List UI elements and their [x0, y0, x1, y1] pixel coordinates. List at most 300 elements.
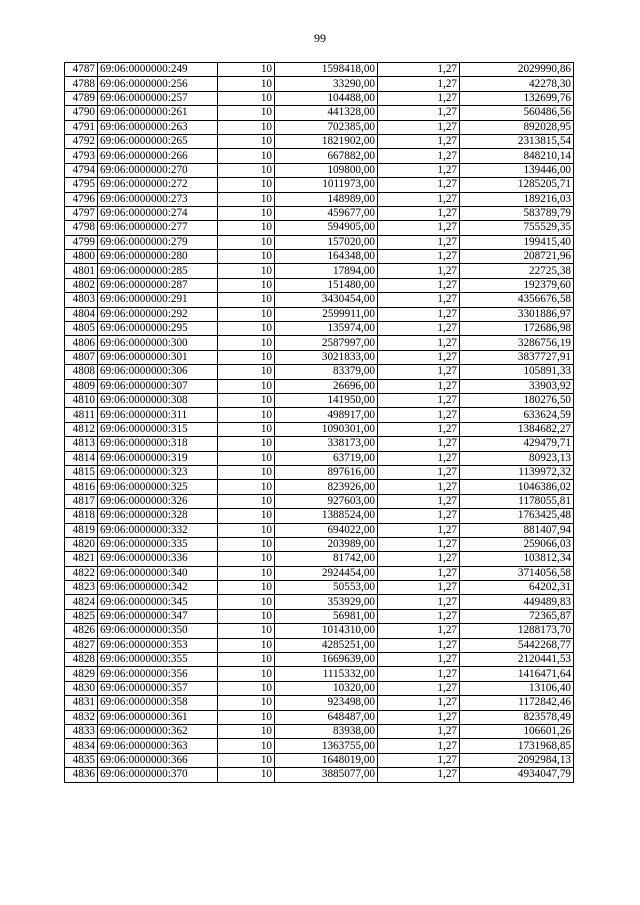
cadastral-value-cell: 823926,00 — [275, 480, 378, 494]
coefficient-cell: 1,27 — [378, 379, 460, 393]
coefficient-cell: 1,27 — [378, 624, 460, 638]
category-code-cell: 10 — [218, 206, 275, 220]
table-row — [65, 581, 574, 595]
result-value-cell: 848210,14 — [460, 149, 574, 163]
result-value-cell: 429479,71 — [460, 437, 574, 451]
row-number-cell: 4826 — [65, 624, 98, 638]
cadastral-value-cell: 498917,00 — [275, 408, 378, 422]
result-value-cell: 64202,31 — [460, 581, 574, 595]
result-value-cell: 1384682,27 — [460, 422, 574, 436]
cadastral-value-cell: 164348,00 — [275, 250, 378, 264]
row-number-cell: 4789 — [65, 91, 98, 105]
row-number-cell: 4816 — [65, 480, 98, 494]
result-value-cell: 72365,87 — [460, 609, 574, 623]
result-value-cell: 560486,56 — [460, 106, 574, 120]
table-row — [65, 724, 574, 738]
cadastral-number-cell: 69:06:0000000:265 — [98, 134, 218, 148]
cadastral-number-cell: 69:06:0000000:335 — [98, 537, 218, 551]
cadastral-value-cell: 203989,00 — [275, 537, 378, 551]
result-value-cell: 180276,50 — [460, 393, 574, 407]
category-code-cell: 10 — [218, 566, 275, 580]
cadastral-number-cell: 69:06:0000000:366 — [98, 753, 218, 767]
coefficient-cell: 1,27 — [378, 480, 460, 494]
table-row — [65, 494, 574, 508]
table-row — [65, 393, 574, 407]
row-number-cell: 4800 — [65, 250, 98, 264]
table-row — [65, 221, 574, 235]
cadastral-value-cell: 109800,00 — [275, 163, 378, 177]
row-number-cell: 4827 — [65, 638, 98, 652]
table-row — [65, 566, 574, 580]
result-value-cell: 4934047,79 — [460, 768, 574, 782]
category-code-cell: 10 — [218, 120, 275, 134]
result-value-cell: 2120441,53 — [460, 653, 574, 667]
coefficient-cell: 1,27 — [378, 307, 460, 321]
result-value-cell: 583789,79 — [460, 206, 574, 220]
cadastral-number-cell: 69:06:0000000:277 — [98, 221, 218, 235]
cadastral-value-cell: 897616,00 — [275, 465, 378, 479]
table-row — [65, 206, 574, 220]
cadastral-number-cell: 69:06:0000000:279 — [98, 235, 218, 249]
row-number-cell: 4806 — [65, 336, 98, 350]
row-number-cell: 4832 — [65, 710, 98, 724]
cadastral-number-cell: 69:06:0000000:249 — [98, 63, 218, 77]
cadastral-value-cell: 2587997,00 — [275, 336, 378, 350]
table-row — [65, 422, 574, 436]
result-value-cell: 189216,03 — [460, 192, 574, 206]
table-row — [65, 710, 574, 724]
cadastral-number-cell: 69:06:0000000:295 — [98, 322, 218, 336]
category-code-cell: 10 — [218, 509, 275, 523]
table-row — [65, 235, 574, 249]
row-number-cell: 4835 — [65, 753, 98, 767]
coefficient-cell: 1,27 — [378, 91, 460, 105]
coefficient-cell: 1,27 — [378, 134, 460, 148]
table-row — [65, 523, 574, 537]
row-number-cell: 4814 — [65, 451, 98, 465]
result-value-cell: 1763425,48 — [460, 509, 574, 523]
table-row — [65, 63, 574, 77]
cadastral-value-cell: 141950,00 — [275, 393, 378, 407]
cadastral-number-cell: 69:06:0000000:325 — [98, 480, 218, 494]
category-code-cell: 10 — [218, 91, 275, 105]
row-number-cell: 4803 — [65, 293, 98, 307]
row-number-cell: 4833 — [65, 724, 98, 738]
category-code-cell: 10 — [218, 739, 275, 753]
cadastral-value-cell: 1669639,00 — [275, 653, 378, 667]
row-number-cell: 4834 — [65, 739, 98, 753]
category-code-cell: 10 — [218, 638, 275, 652]
result-value-cell: 1178055,81 — [460, 494, 574, 508]
coefficient-cell: 1,27 — [378, 77, 460, 91]
result-value-cell: 1731968,85 — [460, 739, 574, 753]
cadastral-number-cell: 69:06:0000000:280 — [98, 250, 218, 264]
coefficient-cell: 1,27 — [378, 422, 460, 436]
cadastral-value-cell: 1090301,00 — [275, 422, 378, 436]
result-value-cell: 139446,00 — [460, 163, 574, 177]
cadastral-value-cell: 1011973,00 — [275, 178, 378, 192]
coefficient-cell: 1,27 — [378, 336, 460, 350]
result-value-cell: 2092984,13 — [460, 753, 574, 767]
coefficient-cell: 1,27 — [378, 724, 460, 738]
cadastral-number-cell: 69:06:0000000:315 — [98, 422, 218, 436]
category-code-cell: 10 — [218, 465, 275, 479]
cadastral-number-cell: 69:06:0000000:353 — [98, 638, 218, 652]
category-code-cell: 10 — [218, 696, 275, 710]
category-code-cell: 10 — [218, 393, 275, 407]
table-row — [65, 322, 574, 336]
table-row — [65, 293, 574, 307]
row-number-cell: 4836 — [65, 768, 98, 782]
row-number-cell: 4796 — [65, 192, 98, 206]
cadastral-value-cell: 10320,00 — [275, 681, 378, 695]
row-number-cell: 4809 — [65, 379, 98, 393]
coefficient-cell: 1,27 — [378, 537, 460, 551]
category-code-cell: 10 — [218, 163, 275, 177]
cadastral-number-cell: 69:06:0000000:362 — [98, 724, 218, 738]
result-value-cell: 823578,49 — [460, 710, 574, 724]
row-number-cell: 4820 — [65, 537, 98, 551]
coefficient-cell: 1,27 — [378, 192, 460, 206]
cadastral-value-table — [64, 62, 574, 783]
coefficient-cell: 1,27 — [378, 278, 460, 292]
cadastral-number-cell: 69:06:0000000:370 — [98, 768, 218, 782]
result-value-cell: 22725,38 — [460, 264, 574, 278]
result-value-cell: 42278,30 — [460, 77, 574, 91]
cadastral-value-cell: 1388524,00 — [275, 509, 378, 523]
category-code-cell: 10 — [218, 480, 275, 494]
coefficient-cell: 1,27 — [378, 149, 460, 163]
cadastral-value-cell: 2924454,00 — [275, 566, 378, 580]
cadastral-number-cell: 69:06:0000000:270 — [98, 163, 218, 177]
result-value-cell: 80923,13 — [460, 451, 574, 465]
row-number-cell: 4822 — [65, 566, 98, 580]
category-code-cell: 10 — [218, 523, 275, 537]
row-number-cell: 4813 — [65, 437, 98, 451]
result-value-cell: 1416471,64 — [460, 667, 574, 681]
cadastral-number-cell: 69:06:0000000:300 — [98, 336, 218, 350]
category-code-cell: 10 — [218, 307, 275, 321]
category-code-cell: 10 — [218, 768, 275, 782]
category-code-cell: 10 — [218, 494, 275, 508]
cadastral-number-cell: 69:06:0000000:257 — [98, 91, 218, 105]
result-value-cell: 106601,26 — [460, 724, 574, 738]
table-row — [65, 120, 574, 134]
cadastral-value-cell: 1821902,00 — [275, 134, 378, 148]
cadastral-value-cell: 56981,00 — [275, 609, 378, 623]
cadastral-number-cell: 69:06:0000000:345 — [98, 595, 218, 609]
cadastral-number-cell: 69:06:0000000:256 — [98, 77, 218, 91]
table-row — [65, 768, 574, 782]
cadastral-value-cell: 17894,00 — [275, 264, 378, 278]
cadastral-number-cell: 69:06:0000000:332 — [98, 523, 218, 537]
category-code-cell: 10 — [218, 379, 275, 393]
cadastral-number-cell: 69:06:0000000:287 — [98, 278, 218, 292]
cadastral-number-cell: 69:06:0000000:266 — [98, 149, 218, 163]
category-code-cell: 10 — [218, 537, 275, 551]
result-value-cell: 1139972,32 — [460, 465, 574, 479]
table-row — [65, 681, 574, 695]
result-value-cell: 3286756,19 — [460, 336, 574, 350]
cadastral-number-cell: 69:06:0000000:326 — [98, 494, 218, 508]
row-number-cell: 4807 — [65, 350, 98, 364]
cadastral-value-cell: 1014310,00 — [275, 624, 378, 638]
table-row — [65, 250, 574, 264]
category-code-cell: 10 — [218, 681, 275, 695]
cadastral-value-cell: 81742,00 — [275, 552, 378, 566]
table-row — [65, 667, 574, 681]
table-row — [65, 307, 574, 321]
row-number-cell: 4819 — [65, 523, 98, 537]
table-row — [65, 77, 574, 91]
category-code-cell: 10 — [218, 77, 275, 91]
row-number-cell: 4799 — [65, 235, 98, 249]
result-value-cell: 132699,76 — [460, 91, 574, 105]
cadastral-number-cell: 69:06:0000000:274 — [98, 206, 218, 220]
row-number-cell: 4831 — [65, 696, 98, 710]
coefficient-cell: 1,27 — [378, 494, 460, 508]
coefficient-cell: 1,27 — [378, 221, 460, 235]
coefficient-cell: 1,27 — [378, 696, 460, 710]
cadastral-number-cell: 69:06:0000000:361 — [98, 710, 218, 724]
table-row — [65, 264, 574, 278]
row-number-cell: 4828 — [65, 653, 98, 667]
table-row — [65, 537, 574, 551]
cadastral-value-cell: 927603,00 — [275, 494, 378, 508]
cadastral-number-cell: 69:06:0000000:272 — [98, 178, 218, 192]
table-row — [65, 408, 574, 422]
cadastral-number-cell: 69:06:0000000:340 — [98, 566, 218, 580]
category-code-cell: 10 — [218, 221, 275, 235]
coefficient-cell: 1,27 — [378, 523, 460, 537]
result-value-cell: 208721,96 — [460, 250, 574, 264]
coefficient-cell: 1,27 — [378, 681, 460, 695]
cadastral-value-cell: 2599911,00 — [275, 307, 378, 321]
result-value-cell: 3714056,58 — [460, 566, 574, 580]
table-row — [65, 753, 574, 767]
cadastral-number-cell: 69:06:0000000:323 — [98, 465, 218, 479]
table-row — [65, 451, 574, 465]
cadastral-number-cell: 69:06:0000000:342 — [98, 581, 218, 595]
category-code-cell: 10 — [218, 149, 275, 163]
cadastral-value-cell: 135974,00 — [275, 322, 378, 336]
coefficient-cell: 1,27 — [378, 451, 460, 465]
coefficient-cell: 1,27 — [378, 250, 460, 264]
category-code-cell: 10 — [218, 336, 275, 350]
category-code-cell: 10 — [218, 408, 275, 422]
cadastral-value-cell: 33290,00 — [275, 77, 378, 91]
coefficient-cell: 1,27 — [378, 206, 460, 220]
result-value-cell: 633624,59 — [460, 408, 574, 422]
cadastral-value-cell: 83379,00 — [275, 365, 378, 379]
result-value-cell: 105891,33 — [460, 365, 574, 379]
cadastral-value-cell: 3885077,00 — [275, 768, 378, 782]
table-row — [65, 437, 574, 451]
coefficient-cell: 1,27 — [378, 609, 460, 623]
table-row — [65, 365, 574, 379]
result-value-cell: 892028,95 — [460, 120, 574, 134]
cadastral-number-cell: 69:06:0000000:308 — [98, 393, 218, 407]
category-code-cell: 10 — [218, 106, 275, 120]
row-number-cell: 4812 — [65, 422, 98, 436]
category-code-cell: 10 — [218, 422, 275, 436]
row-number-cell: 4792 — [65, 134, 98, 148]
coefficient-cell: 1,27 — [378, 509, 460, 523]
cadastral-number-cell: 69:06:0000000:318 — [98, 437, 218, 451]
category-code-cell: 10 — [218, 250, 275, 264]
cadastral-number-cell: 69:06:0000000:292 — [98, 307, 218, 321]
cadastral-number-cell: 69:06:0000000:291 — [98, 293, 218, 307]
row-number-cell: 4787 — [65, 63, 98, 77]
row-number-cell: 4804 — [65, 307, 98, 321]
coefficient-cell: 1,27 — [378, 106, 460, 120]
cadastral-number-cell: 69:06:0000000:307 — [98, 379, 218, 393]
row-number-cell: 4823 — [65, 581, 98, 595]
cadastral-value-cell: 923498,00 — [275, 696, 378, 710]
table-row — [65, 178, 574, 192]
category-code-cell: 10 — [218, 63, 275, 77]
cadastral-value-cell: 459677,00 — [275, 206, 378, 220]
category-code-cell: 10 — [218, 581, 275, 595]
category-code-cell: 10 — [218, 134, 275, 148]
category-code-cell: 10 — [218, 278, 275, 292]
row-number-cell: 4797 — [65, 206, 98, 220]
coefficient-cell: 1,27 — [378, 552, 460, 566]
table-row — [65, 624, 574, 638]
category-code-cell: 10 — [218, 667, 275, 681]
table-row — [65, 163, 574, 177]
table-row — [65, 480, 574, 494]
cadastral-number-cell: 69:06:0000000:301 — [98, 350, 218, 364]
category-code-cell: 10 — [218, 178, 275, 192]
cadastral-number-cell: 69:06:0000000:336 — [98, 552, 218, 566]
row-number-cell: 4790 — [65, 106, 98, 120]
category-code-cell: 10 — [218, 350, 275, 364]
cadastral-value-cell: 648487,00 — [275, 710, 378, 724]
row-number-cell: 4798 — [65, 221, 98, 235]
cadastral-value-cell: 694022,00 — [275, 523, 378, 537]
row-number-cell: 4825 — [65, 609, 98, 623]
cadastral-number-cell: 69:06:0000000:355 — [98, 653, 218, 667]
row-number-cell: 4805 — [65, 322, 98, 336]
coefficient-cell: 1,27 — [378, 465, 460, 479]
result-value-cell: 2029990,86 — [460, 63, 574, 77]
cadastral-value-cell: 104488,00 — [275, 91, 378, 105]
coefficient-cell: 1,27 — [378, 768, 460, 782]
row-number-cell: 4801 — [65, 264, 98, 278]
cadastral-number-cell: 69:06:0000000:285 — [98, 264, 218, 278]
category-code-cell: 10 — [218, 264, 275, 278]
cadastral-number-cell: 69:06:0000000:363 — [98, 739, 218, 753]
cadastral-value-cell: 441328,00 — [275, 106, 378, 120]
category-code-cell: 10 — [218, 609, 275, 623]
result-value-cell: 259066,03 — [460, 537, 574, 551]
result-value-cell: 172686,98 — [460, 322, 574, 336]
coefficient-cell: 1,27 — [378, 120, 460, 134]
coefficient-cell: 1,27 — [378, 710, 460, 724]
category-code-cell: 10 — [218, 724, 275, 738]
result-value-cell: 33903,92 — [460, 379, 574, 393]
cadastral-number-cell: 69:06:0000000:347 — [98, 609, 218, 623]
coefficient-cell: 1,27 — [378, 293, 460, 307]
coefficient-cell: 1,27 — [378, 408, 460, 422]
row-number-cell: 4824 — [65, 595, 98, 609]
cadastral-number-cell: 69:06:0000000:356 — [98, 667, 218, 681]
category-code-cell: 10 — [218, 192, 275, 206]
row-number-cell: 4821 — [65, 552, 98, 566]
row-number-cell: 4818 — [65, 509, 98, 523]
row-number-cell: 4802 — [65, 278, 98, 292]
row-number-cell: 4808 — [65, 365, 98, 379]
result-value-cell: 1285205,71 — [460, 178, 574, 192]
table-row — [65, 653, 574, 667]
table-row — [65, 465, 574, 479]
row-number-cell: 4815 — [65, 465, 98, 479]
table-row — [65, 134, 574, 148]
cadastral-number-cell: 69:06:0000000:328 — [98, 509, 218, 523]
cadastral-value-cell: 667882,00 — [275, 149, 378, 163]
row-number-cell: 4795 — [65, 178, 98, 192]
result-value-cell: 449489,83 — [460, 595, 574, 609]
coefficient-cell: 1,27 — [378, 264, 460, 278]
table-row — [65, 696, 574, 710]
cadastral-value-cell: 1648019,00 — [275, 753, 378, 767]
cadastral-value-cell: 594905,00 — [275, 221, 378, 235]
result-value-cell: 2313815,54 — [460, 134, 574, 148]
coefficient-cell: 1,27 — [378, 595, 460, 609]
cadastral-value-cell: 353929,00 — [275, 595, 378, 609]
coefficient-cell: 1,27 — [378, 739, 460, 753]
coefficient-cell: 1,27 — [378, 393, 460, 407]
coefficient-cell: 1,27 — [378, 638, 460, 652]
table-row — [65, 638, 574, 652]
coefficient-cell: 1,27 — [378, 753, 460, 767]
coefficient-cell: 1,27 — [378, 653, 460, 667]
table-row — [65, 91, 574, 105]
result-value-cell: 881407,94 — [460, 523, 574, 537]
coefficient-cell: 1,27 — [378, 63, 460, 77]
category-code-cell: 10 — [218, 235, 275, 249]
cadastral-value-cell: 1115332,00 — [275, 667, 378, 681]
result-value-cell: 13106,40 — [460, 681, 574, 695]
cadastral-value-cell: 3021833,00 — [275, 350, 378, 364]
table-row — [65, 149, 574, 163]
cadastral-value-cell: 338173,00 — [275, 437, 378, 451]
cadastral-value-cell: 83938,00 — [275, 724, 378, 738]
cadastral-value-cell: 151480,00 — [275, 278, 378, 292]
category-code-cell: 10 — [218, 710, 275, 724]
cadastral-value-cell: 1598418,00 — [275, 63, 378, 77]
table-row — [65, 609, 574, 623]
coefficient-cell: 1,27 — [378, 566, 460, 580]
row-number-cell: 4788 — [65, 77, 98, 91]
coefficient-cell: 1,27 — [378, 667, 460, 681]
category-code-cell: 10 — [218, 322, 275, 336]
cadastral-number-cell: 69:06:0000000:350 — [98, 624, 218, 638]
coefficient-cell: 1,27 — [378, 322, 460, 336]
row-number-cell: 4810 — [65, 393, 98, 407]
table-row — [65, 278, 574, 292]
cadastral-number-cell: 69:06:0000000:311 — [98, 408, 218, 422]
coefficient-cell: 1,27 — [378, 163, 460, 177]
table-body — [65, 63, 574, 783]
cadastral-value-cell: 63719,00 — [275, 451, 378, 465]
table-row — [65, 509, 574, 523]
cadastral-number-cell: 69:06:0000000:261 — [98, 106, 218, 120]
result-value-cell: 3837727,91 — [460, 350, 574, 364]
row-number-cell: 4811 — [65, 408, 98, 422]
cadastral-value-cell: 4285251,00 — [275, 638, 378, 652]
